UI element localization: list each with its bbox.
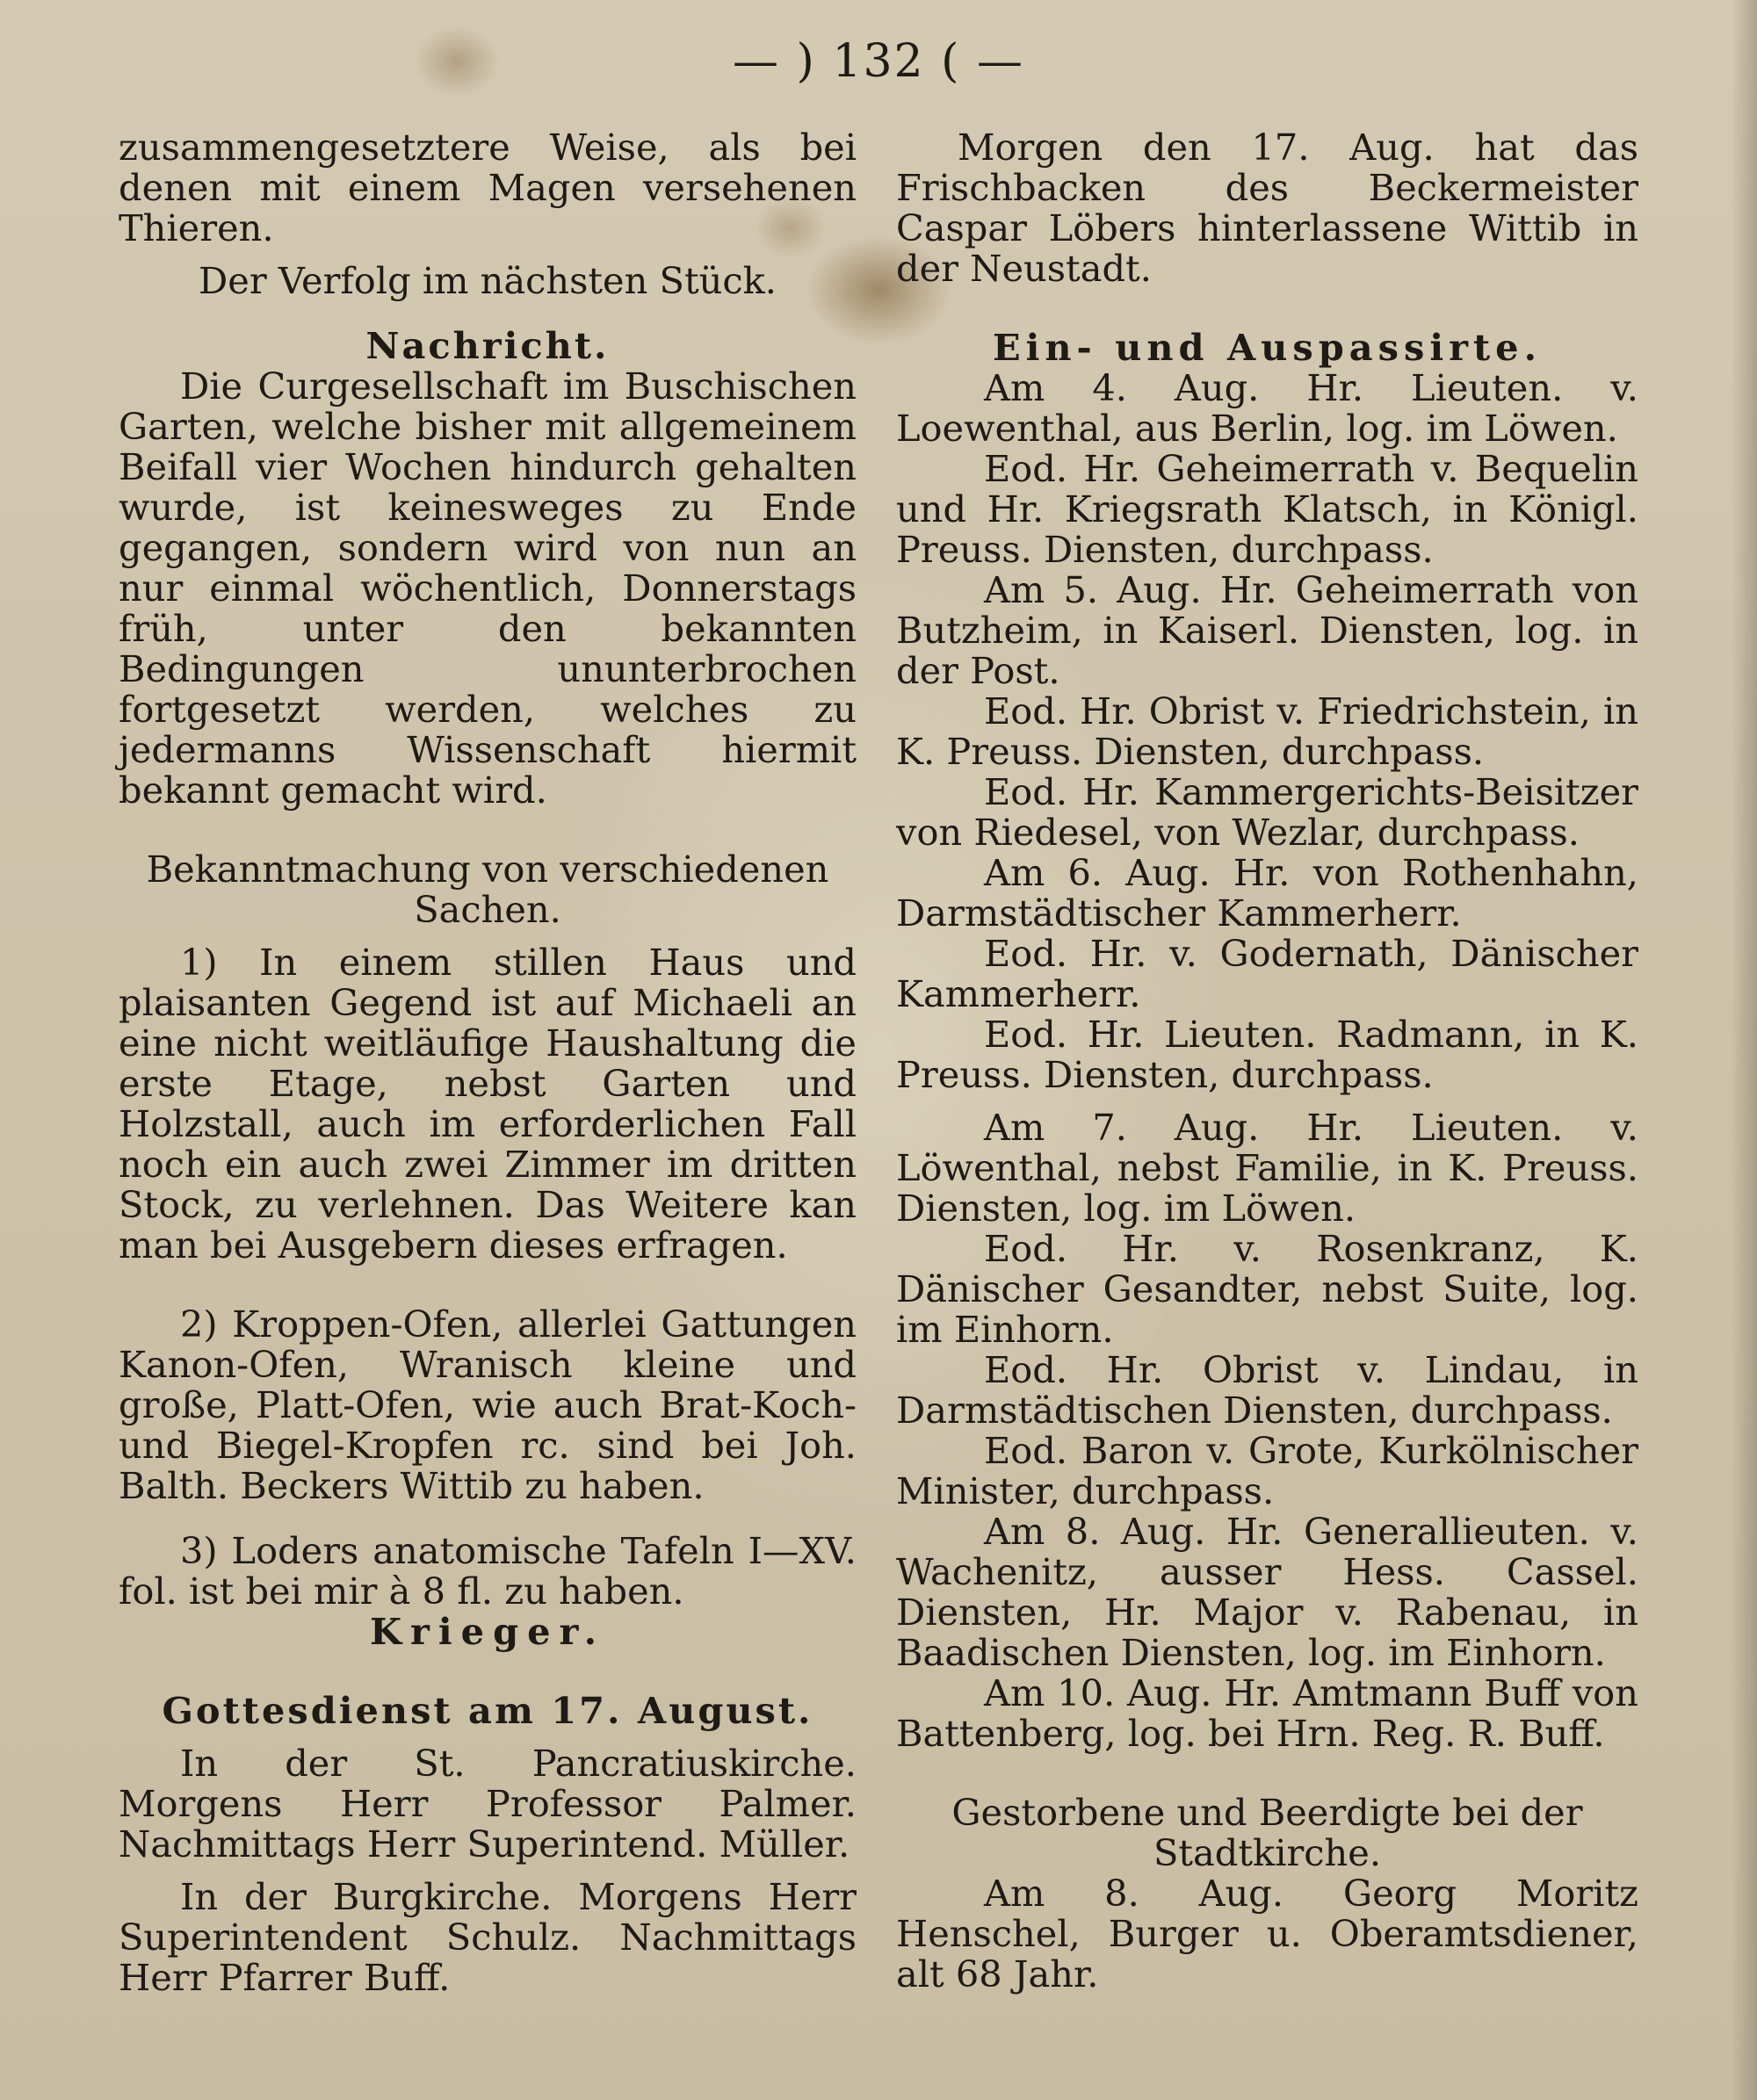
passirte-entry: Am 8. Aug. Hr. Generallieuten. v. Wachenitz, ausser Hess. Cassel. Diensten, Hr. Major v. Rabenau, in Baadischen Diensten, log. im Einhorn. bbox=[896, 1510, 1638, 1674]
burgkirche-service: In der Burgkirche. Morgens Herr Superintendent Schulz. Nachmittags Herr Pfarrer Buff. bbox=[119, 1875, 857, 1999]
gestorbene-entry: Am 8. Aug. Georg Moritz Henschel, Burger u. Oberamtsdiener, alt 68 Jahr. bbox=[896, 1872, 1638, 1995]
passirte-entry: Eod. Hr. Obrist v. Lindau, in Darmstädtischen Diensten, durchpass. bbox=[896, 1348, 1638, 1432]
pancratiuskirche-service: In der St. Pancratiuskirche. Morgens Herr Professor Palmer. Nachmittags Herr Superintend. Müller. bbox=[119, 1742, 857, 1865]
passirte-entry: Am 7. Aug. Hr. Lieuten. v. Löwenthal, nebst Familie, in K. Preuss. Diensten, log. im Löwen. bbox=[896, 1106, 1638, 1230]
page-number: — ) 132 ( — bbox=[733, 35, 1024, 88]
passirte-entry: Eod. Baron v. Grote, Kurkölnischer Minister, durchpass. bbox=[896, 1429, 1638, 1512]
passirte-entry: Eod. Hr. v. Godernath, Dänischer Kammerherr. bbox=[896, 932, 1638, 1015]
passirte-entry: Am 6. Aug. Hr. von Rothenhahn, Darmstädtischer Kammerherr. bbox=[896, 851, 1638, 935]
passirte-entry: Am 10. Aug. Hr. Amtmann Buff von Battenberg, log. bei Hrn. Reg. R. Buff. bbox=[896, 1671, 1638, 1755]
continued-paragraph: zusammengesetztere Weise, als bei denen mit einem Magen versehenen Thieren. bbox=[119, 126, 857, 249]
passirte-entry: Eod. Hr. Obrist v. Friedrichstein, in K. Preuss. Diensten, durchpass. bbox=[896, 689, 1638, 773]
passirte-entry: Am 5. Aug. Hr. Geheimerrath von Butzheim, in Kaiserl. Diensten, log. in der Post. bbox=[896, 568, 1638, 692]
passirte-list bbox=[896, 368, 1638, 1754]
page-edge-shadow bbox=[1731, 0, 1757, 2100]
right-column bbox=[896, 127, 1638, 1995]
passirte-entry: Eod. Hr. Kammergerichts-Beisitzer von Riedesel, von Wezlar, durchpass. bbox=[896, 770, 1638, 854]
gestorbene-heading: Gestorbene und Beerdigte bei der Stadtkirche. bbox=[951, 1791, 1583, 1874]
passirte-heading: Ein- und Auspassirte. bbox=[992, 326, 1543, 369]
nachricht-text: Die Curgesellschaft im Buschischen Garten, welche bisher mit allgemeinem Beifall vier Wochen hindurch gehalten wurde, ist keinesweges zu Ende gegangen, sondern wird von nun an nur einmal wöchentlich, Donnerstags früh, unter den bekannten Bedingungen ununterbrochen fortgesetzt werden, welches zu jedermanns Wissenschaft hiermit bekannt gemacht wird. bbox=[119, 364, 857, 812]
passirte-entry: Eod. Hr. Lieuten. Radmann, in K. Preuss. Diensten, durchpass. bbox=[896, 1013, 1638, 1096]
bekanntmachung-heading: Bekanntmachung von verschiedenen Sachen. bbox=[146, 848, 829, 931]
nachricht-heading: Nachricht. bbox=[365, 324, 610, 367]
passirte-entry: Am 4. Aug. Hr. Lieuten. v. Loewenthal, aus Berlin, log. im Löwen. bbox=[896, 366, 1638, 450]
announcement-item-3: 3) Loders anatomische Tafeln I—XV. fol. ist bei mir à 8 fl. zu haben. bbox=[119, 1529, 857, 1613]
passirte-entry: Eod. Hr. v. Rosenkranz, K. Dänischer Gesandter, nebst Suite, log. im Einhorn. bbox=[896, 1227, 1638, 1351]
continuation-note: Der Verfolg im nächsten Stück. bbox=[199, 259, 777, 302]
left-column bbox=[119, 127, 857, 1998]
signature: Krieger. bbox=[369, 1610, 606, 1653]
frischbacken-notice: Morgen den 17. Aug. hat das Frischbacken des Beckermeister Caspar Löbers hinterlassene Wittib in der Neustadt. bbox=[896, 126, 1638, 290]
announcement-item-1: 1) In einem stillen Haus und plaisanten Gegend ist auf Michaeli an eine nicht weitläufige Haushaltung die erste Etage, nebst Garten und Holzstall, auch im erforderlichen Fall noch ein auch zwei Zimmer im dritten Stock, zu verlehnen. Das Weitere kan man bei Ausgebern dieses erfragen. bbox=[119, 941, 857, 1266]
passirte-entry: Eod. Hr. Geheimerrath v. Bequelin und Hr. Kriegsrath Klatsch, in Königl. Preuss. Diensten, durchpass. bbox=[896, 447, 1638, 571]
announcement-item-2: 2) Kroppen-Ofen, allerlei Gattungen Kanon-Ofen, Wranisch kleine und große, Platt-Ofen, wie auch Brat-Koch- und Biegel-Kropfen rc. sind bei Joh. Balth. Beckers Wittib zu haben. bbox=[119, 1303, 857, 1507]
gottesdienst-heading: Gottesdienst am 17. August. bbox=[162, 1689, 813, 1732]
